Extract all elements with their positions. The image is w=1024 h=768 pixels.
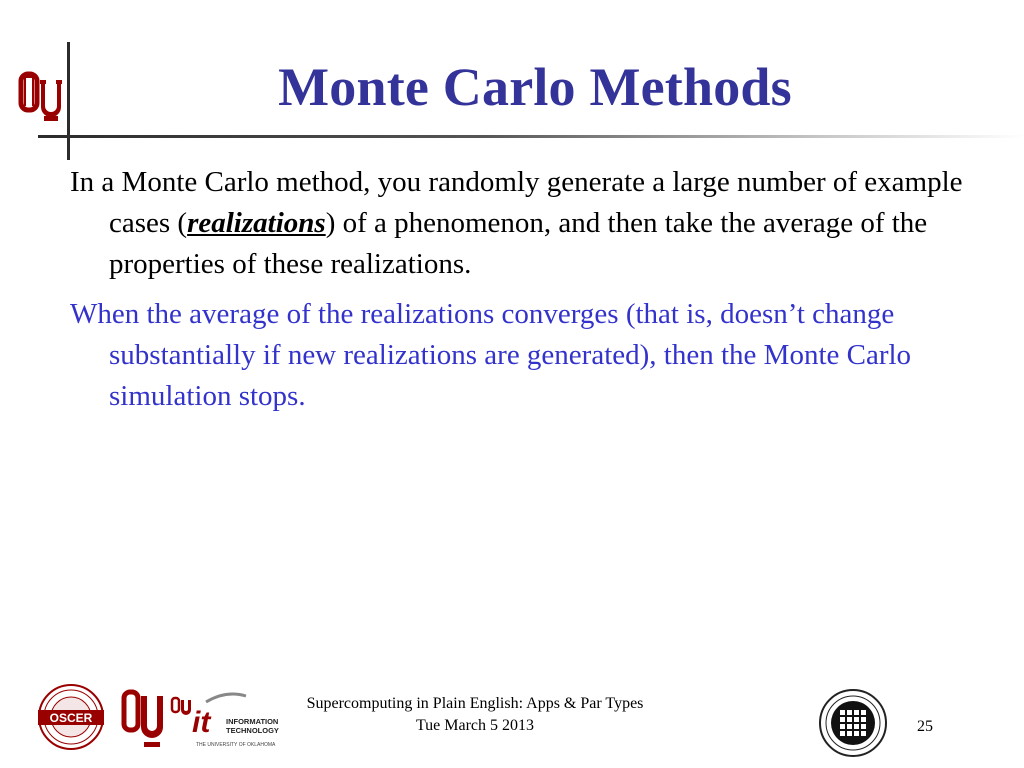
body-paragraph-2: When the average of the realizations converges (that is, doesn’t change substantially if new realizations are generated), then the Monte Carlo simulation stops. bbox=[70, 298, 912, 412]
slide-number: 25 bbox=[917, 718, 933, 735]
slide-title: Monte Carlo Methods bbox=[278, 57, 792, 117]
header-vertical-rule bbox=[67, 42, 70, 160]
supercomputing-seal-icon bbox=[818, 688, 888, 758]
ou-logo-icon bbox=[18, 68, 66, 126]
body-paragraph-1 bbox=[70, 162, 970, 285]
ou-footer-logo-icon bbox=[124, 692, 163, 747]
footer-logos bbox=[24, 684, 294, 754]
header-horizontal-rule bbox=[38, 135, 1024, 138]
footer-course-title: Supercomputing in Plain English: Apps & Par Types bbox=[306, 695, 644, 712]
footer-date: Tue March 5 2013 bbox=[415, 717, 535, 734]
term-realizations: realizations bbox=[187, 207, 326, 239]
it-logo-mark: it bbox=[192, 706, 211, 739]
slide-body bbox=[70, 162, 970, 426]
oscer-seal-icon bbox=[38, 685, 104, 749]
it-logo-line2: TECHNOLOGY bbox=[226, 726, 279, 735]
oscer-seal-label: OSCER bbox=[49, 711, 93, 725]
body-paragraph-1-start: In a Monte Carlo method, you randomly generate a large number of example cases ( bbox=[70, 166, 963, 239]
it-logo-subtext: THE UNIVERSITY OF OKLAHOMA bbox=[196, 742, 276, 748]
body-paragraph-1-end: ) of a phenomenon, and then take the average of the properties of these realizations. bbox=[109, 207, 928, 280]
it-logo-line1: INFORMATION bbox=[226, 717, 279, 726]
footer-text bbox=[260, 693, 690, 737]
